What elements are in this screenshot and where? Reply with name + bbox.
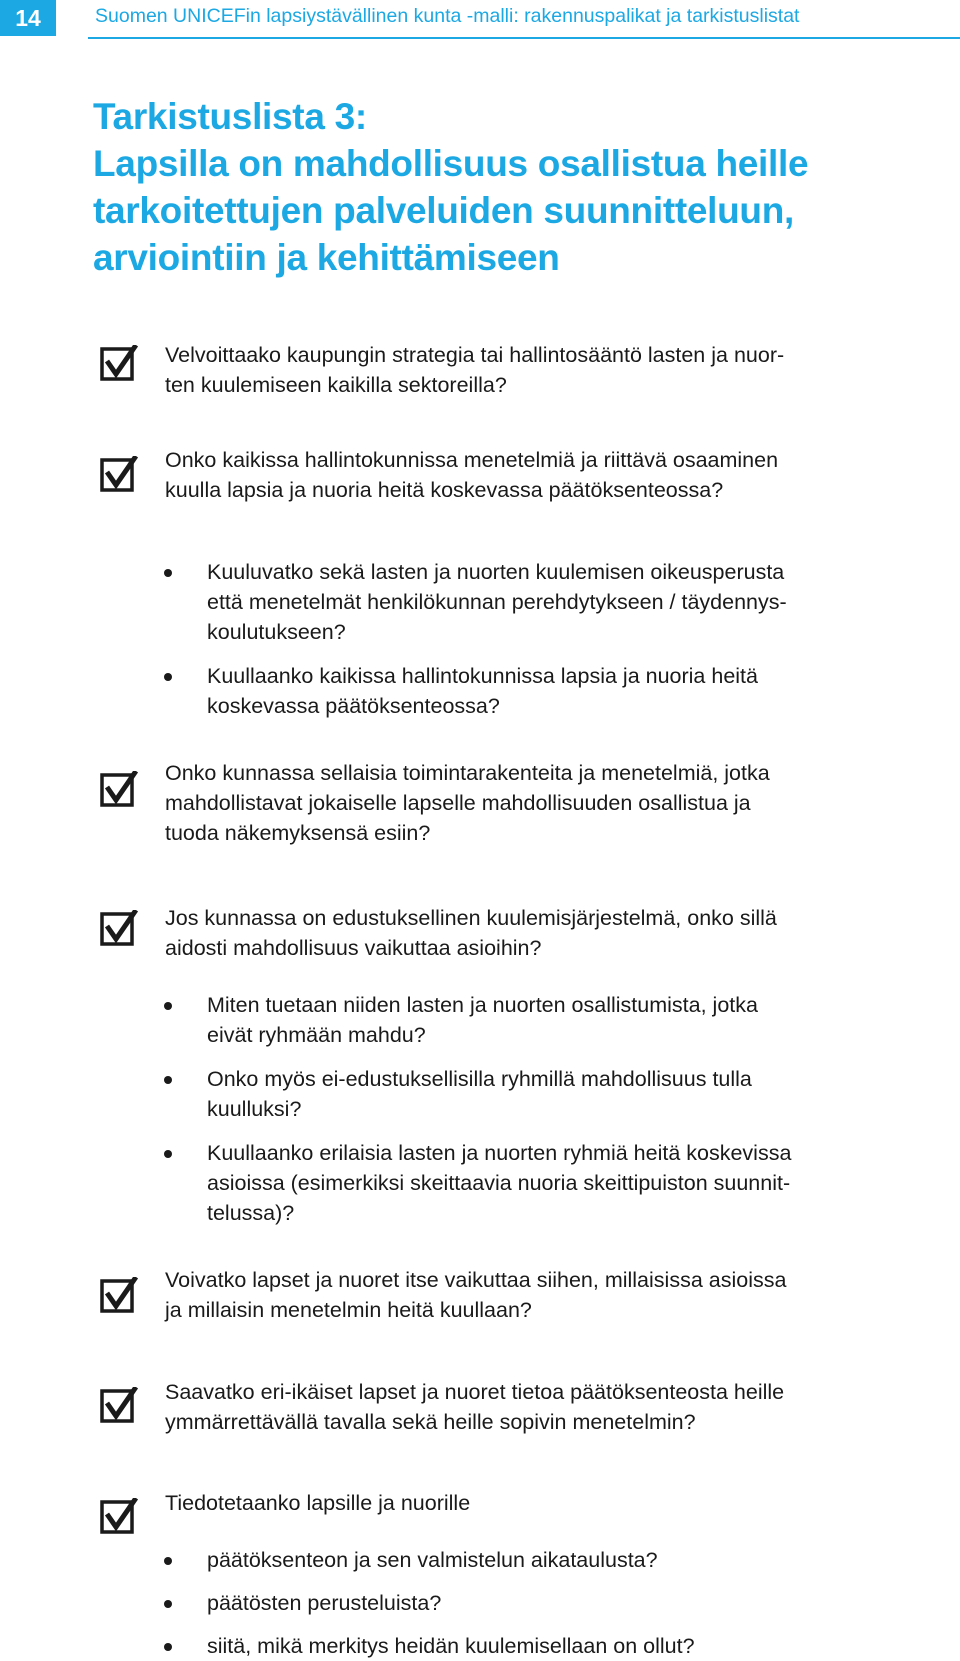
question-line: Saavatko eri-ikäiset lapset ja nuoret tietoa päätöksenteosta heille bbox=[165, 1380, 785, 1404]
title-line: Lapsilla on mahdollisuus osallistua heille bbox=[93, 143, 809, 184]
question-line: tuoda näkemyksensä esiin? bbox=[165, 821, 431, 845]
checklist-question bbox=[165, 1488, 945, 1518]
checked-box-icon bbox=[100, 771, 138, 809]
checklist-question bbox=[165, 903, 945, 963]
bullet-line: kuulluksi? bbox=[207, 1097, 302, 1121]
checked-box-icon bbox=[100, 1277, 138, 1315]
question-line: Onko kunnassa sellaisia toimintarakenteita ja menetelmiä, jotka bbox=[165, 761, 770, 785]
title-line: tarkoitettujen palveluiden suunnitteluun, bbox=[93, 190, 795, 231]
question-line: aidosti mahdollisuus vaikuttaa asioihin? bbox=[165, 936, 542, 960]
checked-box-icon bbox=[100, 456, 138, 494]
question-line: Tiedotetaanko lapsille ja nuorille bbox=[165, 1491, 471, 1515]
bullet-line: päätösten perusteluista? bbox=[207, 1591, 442, 1615]
bullet-dot bbox=[164, 673, 172, 681]
page-title bbox=[93, 93, 933, 281]
question-line: mahdollistavat jokaiselle lapselle mahdollisuuden osallistua ja bbox=[165, 791, 751, 815]
bullet-line: siitä, mikä merkitys heidän kuulemisellaan on ollut? bbox=[207, 1634, 695, 1658]
bullet-text bbox=[207, 1588, 952, 1618]
bullet-dot bbox=[164, 1643, 172, 1651]
bullet-dot bbox=[164, 1150, 172, 1158]
question-line: Onko kaikissa hallintokunnissa menetelmiä ja riittävä osaaminen bbox=[165, 448, 779, 472]
bullet-dot bbox=[164, 1076, 172, 1084]
bullet-text bbox=[207, 1138, 952, 1228]
bullet-line: eivät ryhmään mahdu? bbox=[207, 1023, 426, 1047]
running-head: Suomen UNICEFin lapsiystävällinen kunta -malli: rakennuspalikat ja tarkistuslistat bbox=[95, 5, 800, 27]
checked-box-icon bbox=[100, 1387, 138, 1425]
title-line: arviointiin ja kehittämiseen bbox=[93, 237, 560, 278]
bullet-text bbox=[207, 1545, 952, 1575]
bullet-text bbox=[207, 661, 952, 721]
question-line: ten kuulemiseen kaikilla sektoreilla? bbox=[165, 373, 507, 397]
bullet-line: Onko myös ei-edustuksellisilla ryhmillä mahdollisuus tulla bbox=[207, 1067, 752, 1091]
bullet-dot bbox=[164, 1002, 172, 1010]
bullet-dot bbox=[164, 569, 172, 577]
bullet-text bbox=[207, 1064, 952, 1124]
checklist-question bbox=[165, 340, 945, 400]
bullet-text bbox=[207, 557, 952, 647]
question-line: ja millaisin menetelmin heitä kuullaan? bbox=[165, 1298, 532, 1322]
question-line: ymmärrettävällä tavalla sekä heille sopivin menetelmin? bbox=[165, 1410, 696, 1434]
bullet-dot bbox=[164, 1557, 172, 1565]
bullet-line: Kuullaanko erilaisia lasten ja nuorten ryhmiä heitä koskevissa bbox=[207, 1141, 792, 1165]
checklist-question bbox=[165, 1265, 945, 1325]
bullet-text bbox=[207, 990, 952, 1050]
checked-box-icon bbox=[100, 1498, 138, 1536]
question-line: kuulla lapsia ja nuoria heitä koskevassa päätöksenteossa? bbox=[165, 478, 724, 502]
bullet-line: Kuuluvatko sekä lasten ja nuorten kuulemisen oikeusperusta bbox=[207, 560, 785, 584]
bullet-line: että menetelmät henkilökunnan perehdytykseen / täydennys- bbox=[207, 590, 787, 614]
bullet-line: päätöksenteon ja sen valmistelun aikataulusta? bbox=[207, 1548, 658, 1572]
checked-box-icon bbox=[100, 910, 138, 948]
header-rule bbox=[88, 37, 960, 39]
bullet-dot bbox=[164, 1600, 172, 1608]
question-line: Voivatko lapset ja nuoret itse vaikuttaa siihen, millaisissa asioissa bbox=[165, 1268, 787, 1292]
title-line: Tarkistuslista 3: bbox=[93, 96, 367, 137]
bullet-line: asioissa (esimerkiksi skeittaavia nuoria skeittipuiston suunnit- bbox=[207, 1171, 791, 1195]
checklist-question bbox=[165, 1377, 945, 1437]
question-line: Velvoittaako kaupungin strategia tai hallintosääntö lasten ja nuor- bbox=[165, 343, 785, 367]
bullet-line: Kuullaanko kaikissa hallintokunnissa lapsia ja nuoria heitä bbox=[207, 664, 758, 688]
bullet-line: Miten tuetaan niiden lasten ja nuorten osallistumista, jotka bbox=[207, 993, 758, 1017]
bullet-line: koskevassa päätöksenteossa? bbox=[207, 694, 500, 718]
bullet-line: koulutukseen? bbox=[207, 620, 346, 644]
bullet-line: telussa)? bbox=[207, 1201, 295, 1225]
bullet-text bbox=[207, 1631, 952, 1661]
checklist-question bbox=[165, 758, 945, 848]
question-line: Jos kunnassa on edustuksellinen kuulemisjärjestelmä, onko sillä bbox=[165, 906, 777, 930]
checked-box-icon bbox=[100, 345, 138, 383]
page-number: 14 bbox=[0, 0, 56, 36]
checklist-question bbox=[165, 445, 945, 505]
